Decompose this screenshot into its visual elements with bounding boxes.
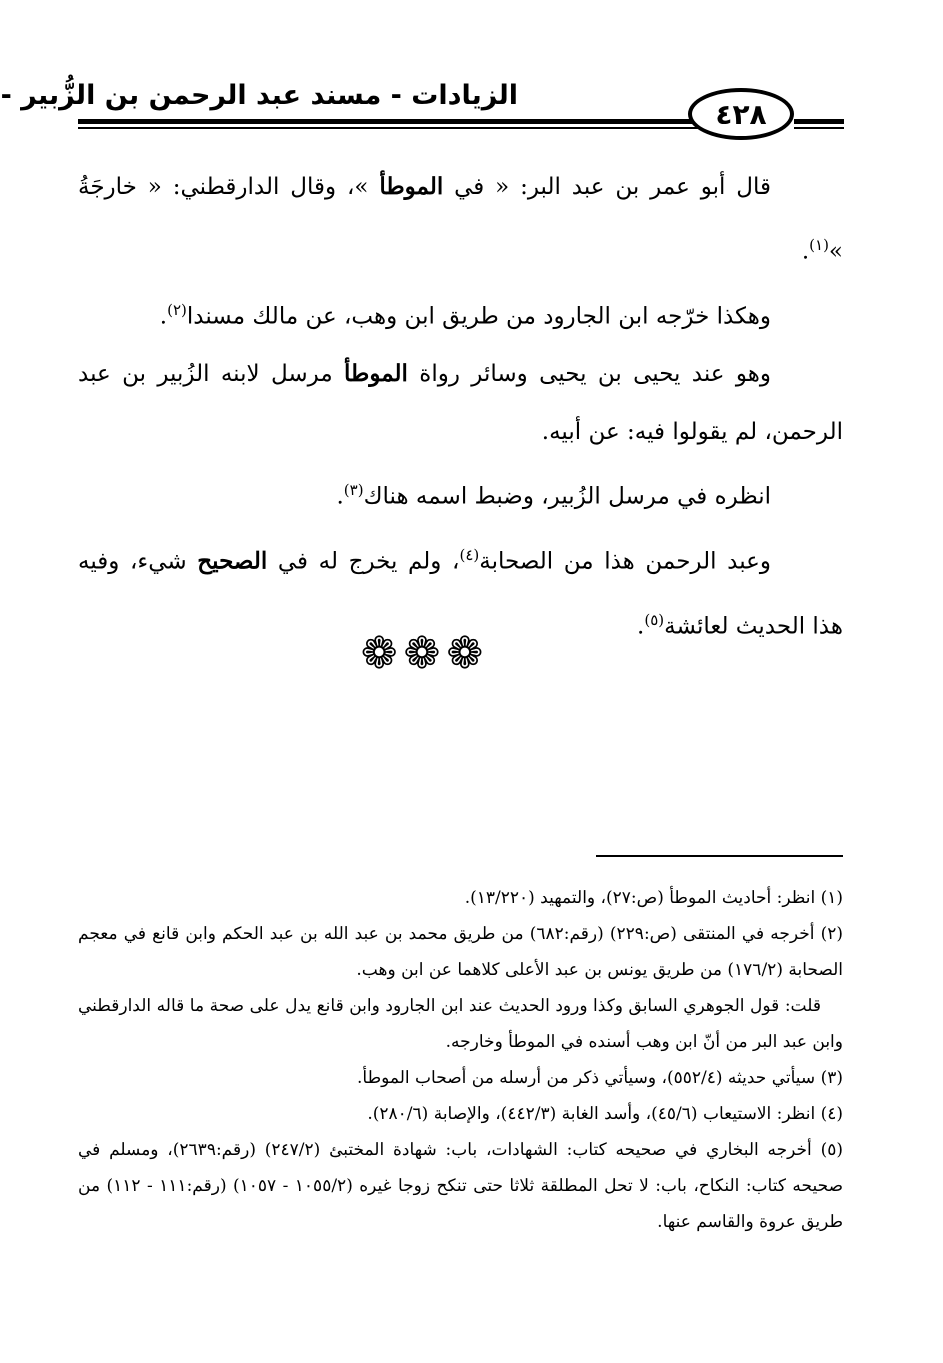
header-rule-right-thin — [794, 127, 844, 129]
text: . — [336, 483, 344, 510]
page-header — [0, 70, 844, 131]
header-rule-thick — [78, 119, 698, 124]
text: . — [637, 613, 645, 640]
text: شيء، وفيه هذا الحديث لعائشة — [78, 548, 843, 640]
bold-term: الموطأ — [379, 173, 444, 200]
text: »، وقال الدارقطني: « خارجَةُ » — [78, 174, 843, 265]
footnote-2: (٢) أخرجه في المنتقى (ص:٢٢٩) (رقم:٦٨٢) من طريق محمد بن عبد الله بن عبد الحكم وابن قانع في معجم الصحابة (١٧٦/٢) من طريق يونس بن عبد الأعلى كلاهما عن ابن وهب. — [78, 924, 844, 980]
footnote-ref[interactable]: (٥) — [644, 610, 665, 629]
paragraph-4 — [78, 461, 843, 526]
text: وعبد الرحمن هذا من الصحابة — [479, 548, 771, 575]
footnote-3: (٣) سيأتي حديثه (٥٥٢/٤)، وسيأتي ذكر من أرسله من أصحاب الموطأ. — [357, 1068, 843, 1088]
footnote-ref[interactable]: (٣) — [343, 481, 364, 500]
header-rule-thin — [78, 127, 698, 129]
footnote-ref[interactable]: (٤) — [459, 545, 480, 564]
text: مرسل لابنه الزُبير بن عبد الرحمن، لم يقولوا فيه: عن أبيه. — [78, 361, 843, 446]
main-text — [78, 158, 843, 655]
footnote-1: (١) انظر: أحاديث الموطأ (ص:٢٧)، والتمهيد (١٣/٢٢٠). — [464, 888, 843, 908]
text: . — [801, 238, 810, 265]
bold-term: الصحيح — [197, 547, 268, 575]
paragraph-1 — [78, 158, 843, 281]
footnote-separator — [596, 855, 843, 857]
text: . — [159, 303, 168, 330]
text: انظره في مرسل الزُبير، وضبط اسمه هناك — [363, 483, 771, 510]
paragraph-2 — [78, 281, 843, 346]
footnote-2-note: قلت: قول الجوهري السابق وكذا ورود الحديث عند ابن الجارود وابن قانع يدل على صحة ما قاله الدارقطني وابن عبد البر من أنّ ابن وهب أسنده في الموطأ وخارجه. — [78, 996, 843, 1052]
page-number: ٤٢٨ — [688, 88, 794, 140]
header-rule-right — [794, 119, 844, 124]
bold-term: الموطأ — [344, 360, 408, 388]
footnote-ref[interactable]: (٢) — [167, 300, 187, 319]
text: وهكذا خرّجه ابن الجارود من طريق ابن وهب، عن مالك مسندا — [186, 303, 771, 330]
text: قال أبو عمر بن عبد البر: « في — [443, 174, 772, 200]
text: وهو عند يحيى بن يحيى وسائر رواة — [407, 361, 772, 388]
running-title: الزيادات - مسند عبد الرحمن بن الزُّبير - — [0, 80, 518, 111]
footnote-5: (٥) أخرجه البخاري في صحيحه كتاب: الشهادات، باب: شهادة المختبئ (٢٤٧/٢) (رقم:٢٦٣٩)، ومسلم في صحيحه كتاب: النكاح، باب: لا تحل المطلقة ثلاثا حتى تنكح زوجا غيره (١٠٥٥/٢ - ١٠٥٧) (رقم:١١١ - ١١٢) من طريق عروة والقاسم عنها. — [78, 1140, 844, 1232]
text: ، ولم يخرج له في — [267, 548, 460, 575]
section-ornament-icon: ❁❁❁ — [360, 628, 490, 679]
footnote-4: (٤) انظر: الاستيعاب (٤٥/٦)، وأسد الغابة (٤٤٢/٣)، والإصابة (٢٨٠/٦). — [367, 1104, 843, 1124]
footnotes — [78, 880, 843, 1240]
footnote-ref[interactable]: (١) — [809, 236, 829, 254]
paragraph-3 — [78, 345, 843, 461]
